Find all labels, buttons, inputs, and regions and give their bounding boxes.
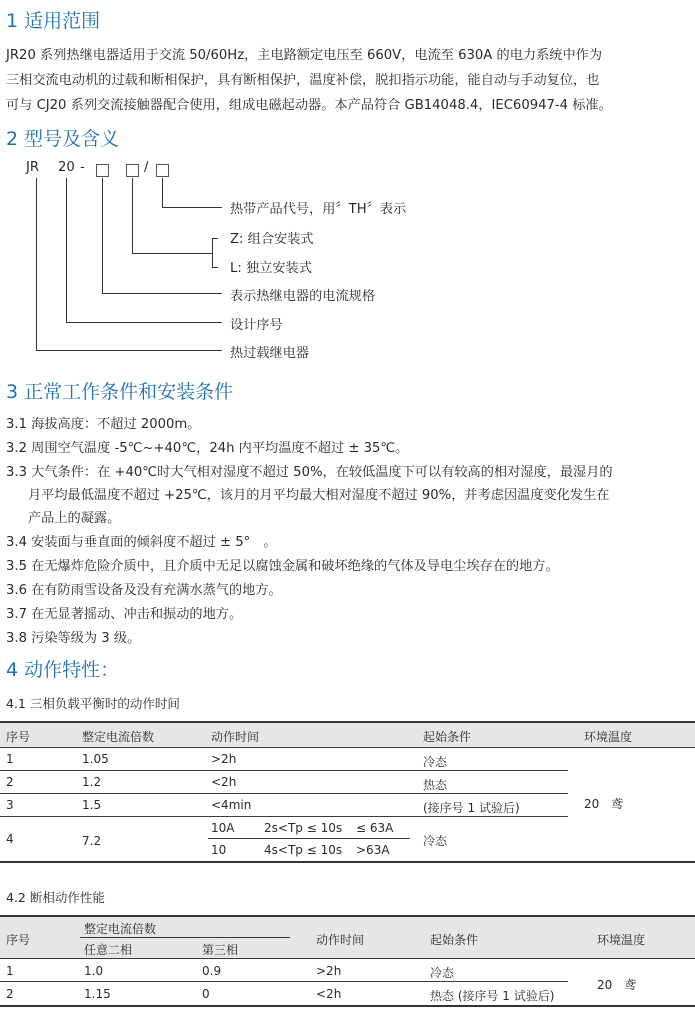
section-2-heading: 2 型号及含义 (6, 128, 120, 150)
cond-3-3-cont-2: 产品上的凝露。 (28, 511, 121, 526)
section-1-heading: 1 适用范围 (6, 10, 101, 32)
label-th-code: 热带产品代号，用〞TH〞表示 (230, 202, 407, 217)
t2-row1-third: 0.9 (202, 964, 222, 978)
t1-row1-no: 1 (6, 752, 14, 766)
connector-current (102, 178, 103, 294)
cond-3-1: 3.1 海拔高度：不超过 2000m。 (6, 417, 201, 432)
t2-header-ambient: 环境温度 (597, 933, 646, 947)
connector-th (162, 178, 163, 208)
t1-header-cond: 起始条件 (423, 730, 472, 744)
t1-row4-mult: 7.2 (82, 834, 102, 848)
t2-header-any-two: 任意二相 (84, 943, 133, 957)
t2-row2-no: 2 (6, 987, 14, 1001)
t2-row1-two: 1.0 (84, 964, 104, 978)
label-current-spec: 表示热继电器的电流规格 (230, 289, 376, 304)
t2-header-no: 序号 (6, 933, 31, 947)
t1-row2-mult: 1.2 (82, 775, 102, 789)
table-1-caption: 4.1 三相负载平衡时的动作时间 (6, 696, 180, 711)
cond-3-2: 3.2 周围空气温度 -5℃~+40℃，24h 内平均温度不超过 ± 35℃。 (6, 441, 409, 456)
section-3-heading: 3 正常工作条件和安装条件 (6, 381, 234, 403)
cond-3-7: 3.7 在无显著摇动、冲击和振动的地方。 (6, 607, 243, 622)
t1-header-mult: 整定电流倍数 (82, 730, 155, 744)
model-slash: / (144, 160, 149, 175)
t2-row1-time: >2h (316, 964, 342, 978)
t1-row1-cond: 冷态 (423, 755, 448, 769)
model-box-th (156, 164, 169, 177)
t1-row4-no: 4 (6, 832, 14, 846)
connector-design-no (66, 178, 67, 323)
t2-header-cond: 起始条件 (430, 933, 479, 947)
section-4-heading: 4 动作特性： (6, 659, 120, 681)
t2-row2-time: <2h (316, 987, 342, 1001)
t1-ambient-temp: 20 鸢 (584, 797, 624, 811)
section-1-line-2: 三相交流电动机的过载和断相保护，具有断相保护，温度补偿，脱扣指示功能，能自动与手动复位，也 (6, 73, 600, 88)
t2-row2-third: 0 (202, 987, 210, 1001)
model-box-mount (126, 164, 139, 177)
t1-row4b-trip: 10 (211, 843, 227, 857)
t2-header-time: 动作时间 (316, 933, 365, 947)
t1-header-ambient: 环境温度 (584, 730, 633, 744)
label-thermal-relay: 热过载继电器 (230, 346, 310, 361)
t1-row4-cond: 冷态 (423, 834, 448, 848)
t1-row4a-tp: 2s<Tp ≤ 10s (264, 821, 343, 835)
model-prefix-jr: JR (26, 160, 40, 175)
label-l-mount: L: 独立安装式 (230, 261, 312, 276)
t1-row1-mult: 1.05 (82, 752, 109, 766)
model-dash: - (80, 160, 85, 175)
label-design-no: 设计序号 (230, 318, 283, 333)
cond-3-5: 3.5 在无爆炸危险介质中，且介质中无足以腐蚀金属和破坏绝缘的气体及导电尘埃存在的地方。 (6, 559, 559, 574)
t1-row3-no: 3 (6, 798, 14, 812)
t1-header-time: 动作时间 (211, 730, 260, 744)
t2-header-third: 第三相 (202, 943, 239, 957)
t1-row3-mult: 1.5 (82, 798, 102, 812)
connector-mount (132, 178, 133, 254)
t1-row3-time: <4min (211, 798, 252, 812)
cond-3-8: 3.8 污染等级为 3 级。 (6, 631, 141, 646)
label-z-mount: Z: 组合安装式 (230, 232, 314, 247)
t1-row4b-range: >63A (356, 843, 390, 857)
t1-row4a-trip: 10A (211, 821, 235, 835)
section-1-line-1: JR20 系列热继电器适用于交流 50/60Hz，主电路额定电压至 660V，电流至 630A 的电力系统中作为 (6, 48, 603, 63)
cond-3-3: 3.3 大气条件：在 +40℃时大气相对湿度不超过 50%，在较低温度下可以有较高的相对湿度，最湿月的 (6, 465, 613, 480)
t1-row1-time: >2h (211, 752, 237, 766)
t2-row2-two: 1.15 (84, 987, 111, 1001)
t1-row2-no: 2 (6, 775, 14, 789)
mount-bracket (212, 238, 213, 268)
cond-3-4: 3.4 安装面与垂直面的倾斜度不超过 ± 5° 。 (6, 535, 277, 550)
cond-3-6: 3.6 在有防雨雪设备及没有充满水蒸气的地方。 (6, 583, 282, 598)
t2-row1-cond: 冷态 (430, 966, 455, 980)
cond-3-3-cont-1: 月平均最低温度不超过 +25℃，该月的月平均最大相对湿度不超过 90%，并考虑因温度变化发生在 (28, 488, 610, 503)
t1-header-no: 序号 (6, 730, 31, 744)
model-box-current (96, 164, 109, 177)
t2-ambient-temp: 20 鸢 (597, 978, 637, 992)
t1-row2-time: <2h (211, 775, 237, 789)
t1-row4a-range: ≤ 63A (356, 821, 394, 835)
t2-row2-cond: 热态 (接序号 1 试验后) (430, 989, 555, 1003)
t2-header-mult: 整定电流倍数 (84, 922, 157, 936)
connector-jr (36, 178, 37, 351)
model-number-20: 20 (58, 160, 75, 175)
t1-row2-cond: 热态 (423, 778, 448, 792)
t1-row4b-tp: 4s<Tp ≤ 10s (264, 843, 343, 857)
t1-row3-cond: (接序号 1 试验后) (423, 801, 520, 815)
section-1-line-3: 可与 CJ20 系列交流接触器配合使用，组成电磁起动器。本产品符合 GB14048.4，IEC60947-4 标准。 (6, 98, 612, 113)
table-2-caption: 4.2 断相动作性能 (6, 890, 105, 905)
t2-row1-no: 1 (6, 964, 14, 978)
